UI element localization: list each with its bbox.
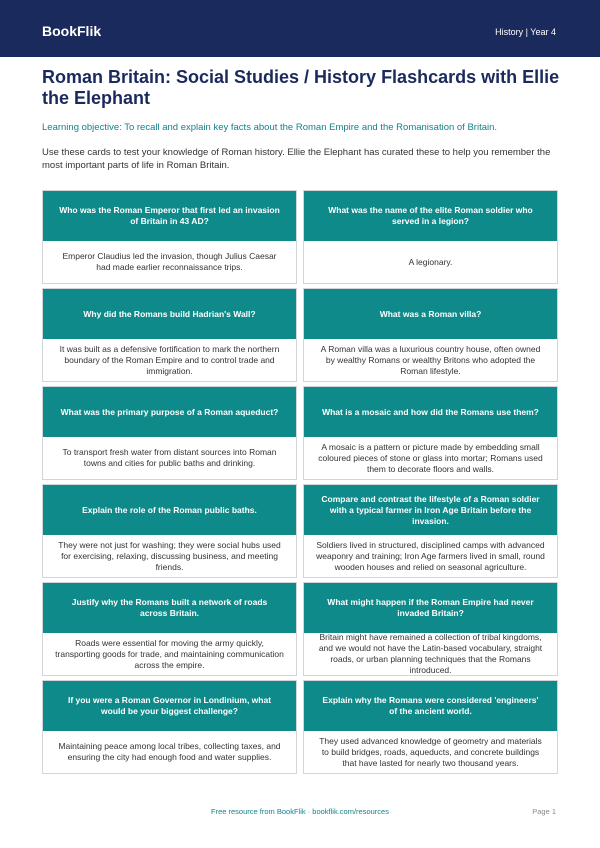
page-title: Roman Britain: Social Studies / History Flashcards with Ellie the Elephant (42, 67, 560, 108)
flashcard-answer: To transport fresh water from distant sources into Roman towns and cities for public baths and drinking. (62, 447, 277, 468)
subject-year: History | Year 4 (495, 27, 556, 37)
intro-text: Use these cards to test your knowledge of Roman history. Ellie the Elephant has curated these to help you remember the most important parts of life in Roman Britain. (42, 147, 551, 171)
flashcard-answer: They were not just for washing; they were social hubs used for exercising, relaxing, discussing business, and meeting friends. (58, 539, 281, 572)
flashcard[interactable] (42, 484, 297, 578)
flashcard-question: What is a mosaic and how did the Romans use them? (304, 387, 557, 437)
flashcard-question: What might happen if the Roman Empire had never invaded Britain? (304, 583, 557, 633)
footer-link[interactable]: Free resource from BookFlik · bookflik.com/resources (211, 807, 389, 816)
flashcard-question: What was the primary purpose of a Roman aqueduct? (43, 387, 296, 437)
flashcard-question: Compare and contrast the lifestyle of a Roman soldier with a typical farmer in Iron Age Britain before the invasion. (304, 485, 557, 535)
flashcard-question: Justify why the Romans built a network of roads across Britain. (43, 583, 296, 633)
flashcard[interactable] (42, 582, 297, 676)
page-header (0, 0, 600, 57)
flashcard-question: What was a Roman villa? (304, 289, 557, 339)
flashcard[interactable] (303, 190, 558, 284)
flashcard-answer: Maintaining peace among local tribes, collecting taxes, and ensuring the city had enough food and water supplies. (58, 741, 281, 762)
flashcard[interactable] (303, 582, 558, 676)
flashcard[interactable] (42, 190, 297, 284)
flashcard-answer: A mosaic is a pattern or picture made by embedding small coloured pieces of stone or glass into mortar; Romans used them to decorate floors and walls. (318, 441, 543, 474)
flashcard-question: Why did the Romans build Hadrian's Wall? (43, 289, 296, 339)
flashcard[interactable] (42, 386, 297, 480)
flashcard-question: If you were a Roman Governor in Londinium, what would be your biggest challenge? (43, 681, 296, 731)
flashcard-question: Explain why the Romans were considered 'engineers' of the ancient world. (304, 681, 557, 731)
flashcard[interactable] (303, 386, 558, 480)
flashcard-answer: Roads were essential for moving the army quickly, transporting goods for trade, and maintaining communication across the empire. (55, 637, 284, 670)
flashcard-answer: Britain might have remained a collection of tribal kingdoms, and we would not have the Latin-based vocabulary, straight roads, or urban planning techniques that the Romans introduced. (318, 633, 543, 675)
flashcard-answer: Emperor Claudius led the invasion, though Julius Caesar had made earlier reconnaissance trips. (62, 251, 277, 272)
flashcard[interactable] (303, 484, 558, 578)
flashcard[interactable] (42, 288, 297, 382)
brand-logo[interactable]: BookFlik (42, 23, 102, 39)
flashcard-question: What was the name of the elite Roman soldier who served in a legion? (304, 191, 557, 241)
page-number: Page 1 (532, 807, 556, 816)
flashcard[interactable] (42, 680, 297, 774)
flashcard[interactable] (303, 288, 558, 382)
learning-objective: Learning objective: To recall and explain key facts about the Roman Empire and the Romanisation of Britain. (42, 122, 498, 133)
flashcard-answer: A Roman villa was a luxurious country house, often owned by wealthy Romans or wealthy Britons who adopted the Roman lifestyle. (320, 343, 541, 376)
flashcard[interactable] (303, 680, 558, 774)
flashcard-question: Who was the Roman Emperor that first led an invasion of Britain in 43 AD? (43, 191, 296, 241)
flashcard-question: Explain the role of the Roman public baths. (43, 485, 296, 535)
flashcard-answer: A legionary. (408, 256, 453, 267)
flashcard-answer: They used advanced knowledge of geometry and materials to build bridges, roads, aqueducts, and concrete buildings that have lasted for nearly two thousand years. (319, 735, 542, 768)
flashcard-answer: It was built as a defensive fortification to mark the northern boundary of the Roman Empire and to control trade and immigration. (59, 343, 280, 376)
flashcard-answer: Soldiers lived in structured, disciplined camps with advanced weaponry and training; Iron Age farmers lived in small, round wooden houses and relied on seasonal agriculture. (316, 539, 545, 572)
